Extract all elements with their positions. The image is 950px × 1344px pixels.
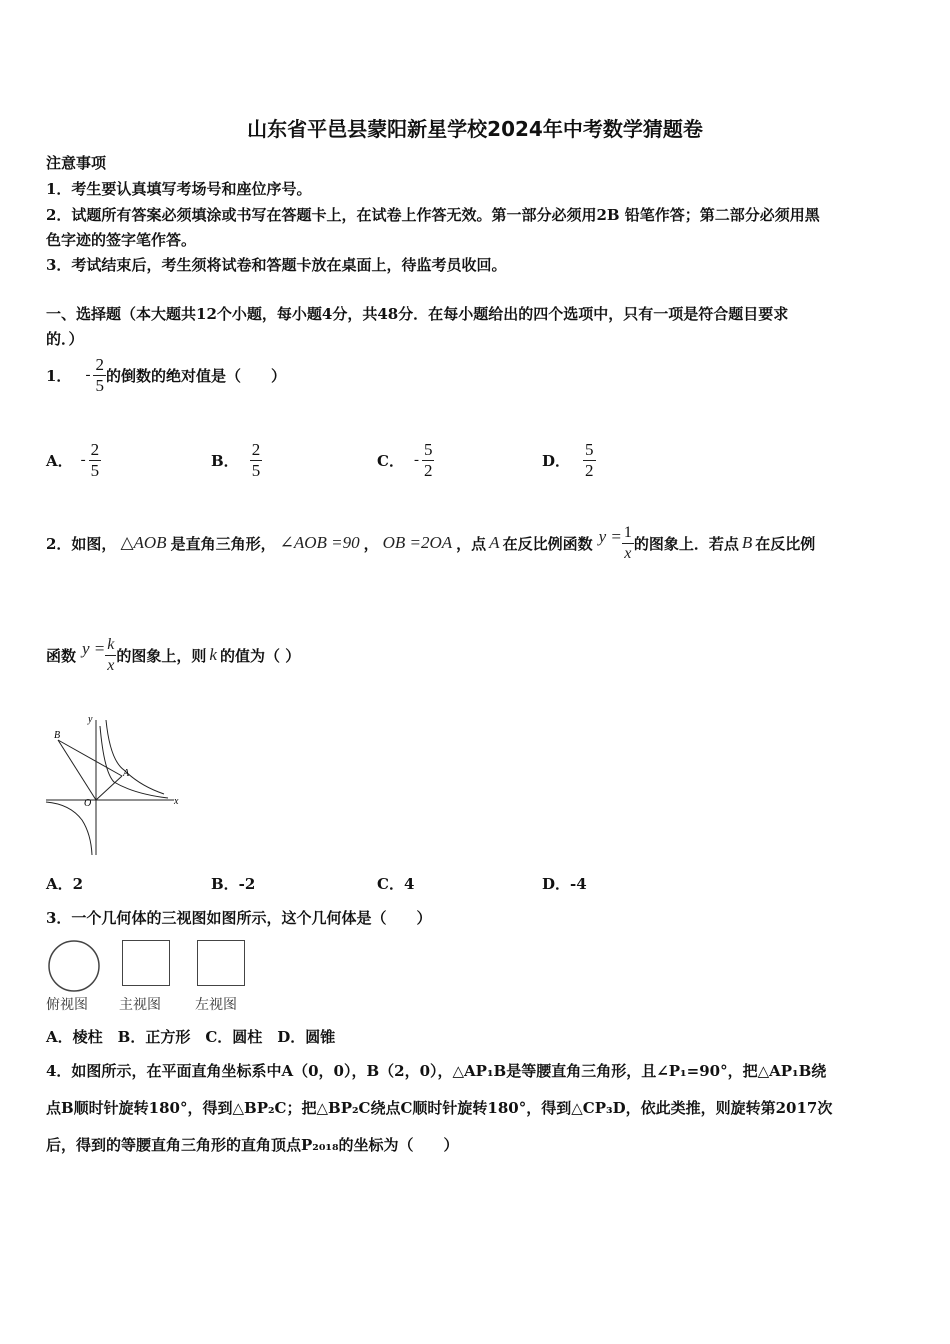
fraction-numerator: 2 [95,354,104,374]
fraction-denominator: 2 [423,460,433,480]
question-text: 在反比例 [755,534,816,553]
minus-sign: - [413,451,419,468]
point-b-label: B [54,730,61,741]
minus-sign: - [85,366,91,383]
question-3: 3．一个几何体的三视图如图所示，这个几何体是（ ） [46,909,432,927]
point-a-label: A [123,768,130,779]
fraction-denominator: 5 [90,460,100,480]
question-number: 2．如图， [46,534,117,553]
y-label: y [88,714,93,725]
fraction [422,440,435,481]
view-label-side: 左视图 [195,997,237,1013]
notice-item: 1．考生要认真填写考场号和座位序号。 [46,180,312,198]
curve-neg-branch [46,802,92,855]
question-2 [46,518,815,568]
circle-shape [46,938,102,994]
question-text: 的值为（ ） [219,646,301,665]
option-d[interactable]: D．-4 [542,875,587,893]
option-a[interactable] [46,436,101,484]
option-label: A． [46,451,73,470]
x-label: x [174,796,179,807]
view-label-front: 主视图 [119,997,161,1013]
angle-aob: ∠AOB =90 [279,533,360,552]
question-text: 的倒数的绝对值是（ ） [105,366,286,385]
section-heading: 一、选择题（本大题共12个小题，每小题4分，共48分．在每小题给出的四个选项中，只有一项是符合题目要求 [46,305,789,323]
fraction-numerator: 2 [251,439,261,459]
triangle-aob: △AOB [120,533,167,552]
view-label-top: 俯视图 [46,997,88,1013]
option-b[interactable]: B．-2 [211,875,256,893]
notice-item: 2．试题所有答案必须填涂或书写在答题卡上，在试卷上作答无效。第一部分必须用2B 铅笔作答；第二部分必须用黑 [46,206,820,224]
question-1 [46,350,286,400]
fraction [105,635,116,676]
variable-k: k [209,645,217,664]
page-title: 山东省平邑县蒙阳新星学校2024年中考数学猜题卷 [247,117,703,141]
option-d[interactable] [542,436,596,484]
question-text: 是直角三角形， [170,534,276,553]
segment-ab [58,740,122,776]
notice-item: 色字迹的签字笔作答。 [46,231,197,249]
option-label: C． [377,451,404,470]
top-view-figure [46,938,102,994]
origin-label: O [84,798,92,809]
side-view-square [197,940,245,986]
option-label: B． [211,451,239,470]
segment-ob [58,740,96,800]
question-4-line2: 点B顺时针旋转180°，得到△BP₂C；把△BP₂C绕点C顺时针旋转180°，得到△CP₃D，依此类推，则旋转第2017次 [46,1099,833,1117]
notice-heading: 注意事项 [46,154,107,172]
notice-item: 3．考试结束后，考生须将试卷和答题卡放在桌面上，待监考员收回。 [46,256,507,274]
function-y: y = [82,639,106,658]
minus-sign: - [80,451,86,468]
fraction [89,440,102,481]
option-c[interactable]: C．4 [377,875,415,893]
option-label: D． [542,451,571,470]
fraction-numerator: 1 [622,523,634,544]
option-b[interactable] [211,436,262,484]
fraction-numerator: 5 [423,439,433,459]
fraction [583,440,596,481]
q3-options[interactable]: A．棱柱 B．正方形 C．圆柱 D．圆锥 [46,1028,336,1046]
fraction [250,440,263,481]
front-view-square [122,940,170,986]
question-2-cont [46,630,300,680]
fraction [622,523,634,564]
point-b: B [741,533,753,552]
fraction-numerator: 2 [90,439,100,459]
segment-oa [96,776,122,800]
ob-relation: OB =2OA [382,533,453,552]
fraction-denominator: 2 [585,460,594,480]
fraction [93,355,106,396]
fraction-denominator: 5 [95,375,104,395]
fraction-denominator: x [624,544,632,562]
fraction-numerator: 5 [585,439,594,459]
fraction-numerator: k [105,635,116,656]
function-y: y = [598,527,622,546]
question-4-line3: 后，得到的等腰直角三角形的直角顶点P₂₀₁₈的坐标为（ ） [46,1136,459,1154]
question-text: 在反比例函数 [502,534,593,553]
option-c[interactable] [377,436,434,484]
option-a[interactable]: A．2 [46,875,84,893]
question-text: 函数 [46,646,77,665]
question-text: ，点 [456,534,487,553]
section-heading-cont: 的．） [46,330,84,348]
question-text: ， [363,534,379,553]
question-4-line1: 4．如图所示，在平面直角坐标系中A（0，0），B（2，0），△AP₁B是等腰直角三角形，且∠P₁=90°，把△AP₁B绕 [46,1062,827,1080]
question-text: 的图象上，则 [116,646,207,665]
fraction-denominator: x [107,656,115,674]
q2-figure [44,710,186,860]
fraction-denominator: 5 [251,460,261,480]
point-a: A [489,533,500,552]
question-number: 1． [46,366,72,385]
question-text: 的图象上．若点 [633,534,739,553]
